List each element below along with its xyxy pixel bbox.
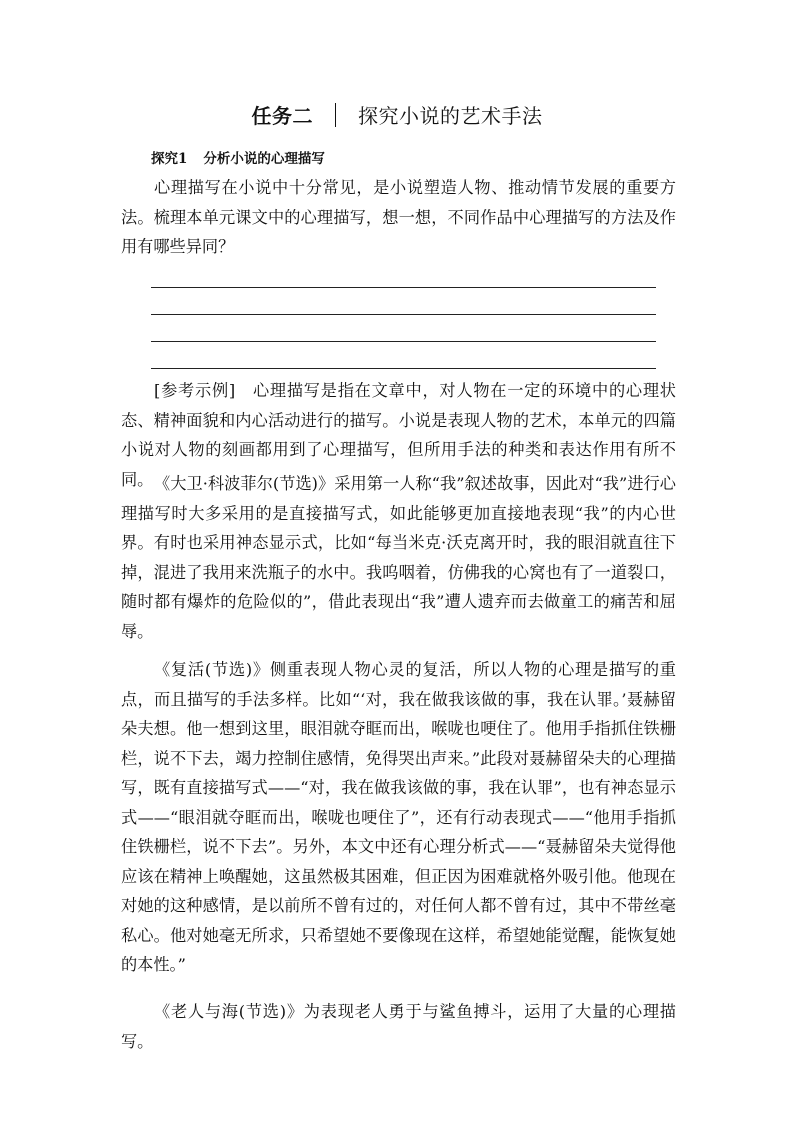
subsection-title: 分析小说的心理描写 bbox=[203, 151, 325, 167]
answer-paragraph-resurrection: 《复活(节选)》侧重表现人物心灵的复活，所以人物的心理是描写的重点，而且描写的手法多样。比如“‘对，我在做我该做的事，我在认罪。’聂赫留朵夫想。他一想到这里，眼泪就夺眶而出，喉咙也哽住了。他用手指抓住铁栅栏，说不下去，竭力控制住感情，免得哭出声来。”此段对聂赫留朵夫的心理描写，既有直接描写式——“对，我在做我该做的事，我在认罪”，也有神态显示式——“眼泪就夺眶而出，喉咙也哽住了”，还有行动表现式——“他用手指抓住铁栅栏，说不下去”。另外，本文中还有心理分析式——“聂赫留朵夫觉得他应该在精神上唤醒她，这虽然极其困难，但正因为困难就格外吸引他。他现在对她的这种感情，是以前所不曾有过的，对任何人都不曾有过，其中不带丝毫私心。他对她毫无所求，只希望她不要像现在这样，希望她能觉醒，能恢复她的本性。” bbox=[121, 660, 676, 974]
answer-line bbox=[151, 287, 656, 288]
answer-paragraph-old-man-and-sea: 《老人与海(节选)》为表现老人勇于与鲨鱼搏斗，运用了大量的心理描写。 bbox=[121, 1002, 676, 1051]
answer-line bbox=[151, 314, 656, 315]
heading-divider bbox=[335, 103, 336, 127]
question-paragraph: 心理描写在小说中十分常见，是小说塑造人物、推动情节发展的重要方法。梳理本单元课文中的心理描写，想一想，不同作品中心理描写的方法及作用有哪些异同？ bbox=[121, 178, 676, 256]
task-topic: 探究小说的艺术手法 bbox=[358, 104, 543, 128]
section-heading bbox=[0, 100, 794, 129]
answer-intro-text: 心理描写是指在文章中，对人物在一定的环境中的心理状态、精神面貌和内心活动进行的描写。小说是表现人物的艺术，本单元的四篇小说对人物的刻画都用到了心理描写，但所用手法的种类和表达作用有所不同。 bbox=[121, 381, 676, 489]
reference-example-tag: [参考示例] bbox=[154, 381, 236, 400]
task-number: 任务二 bbox=[251, 104, 313, 128]
answer-line bbox=[151, 341, 656, 342]
answer-line bbox=[151, 368, 656, 369]
answer-paragraph-david-copperfield: 《大卫·科波菲尔(节选)》采用第一人称“我”叙述故事，因此对“我”进行心理描写时大多采用的是直接描写式，如此能够更加直接地表现“我”的内心世界。有时也采用神态显示式，比如“每当米克·沃克离开时，我的眼泪就直往下掉，混进了我用来洗瓶子的水中。我呜咽着，仿佛我的心窝也有了一道裂口，随时都有爆炸的危险似的”，借此表现出“我”遭人遗弃而去做童工的痛苦和屈辱。 bbox=[121, 474, 676, 641]
subsection-heading bbox=[151, 147, 325, 167]
subsection-label: 探究1 bbox=[151, 151, 188, 167]
